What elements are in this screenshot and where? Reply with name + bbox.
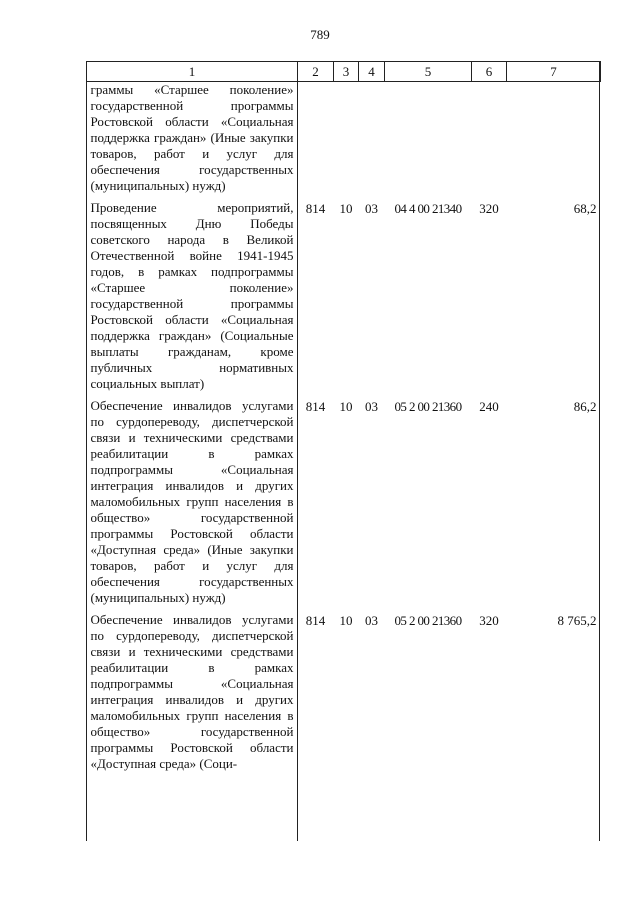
cell-amount [507,82,601,201]
cell-subsection: 03 [365,399,378,414]
budget-table [86,61,601,778]
column-header-3: 3 [334,62,359,82]
cell-admin-code [298,82,334,201]
row-description: Обеспечение инвалидов услугами по сурдопереводу, диспетчерской связи и техническими средствами реабилитации в рамках подпрограммы «Социальная интеграция инвалидов и других маломобильных групп населения в общество» государственной программы Ростовской области «Доступная среда» (Иные закупки товаров, работ и услуг для обеспечения государственных (муниципальных) нужд) [90,398,294,605]
table-header [87,62,601,82]
cell-target-article: 05 2 00 21360 [394,399,462,414]
cell-section: 10 [339,613,353,628]
column-header-4: 4 [359,62,385,82]
cell-subsection: 03 [365,201,378,216]
table-row [87,200,601,398]
cell-expense-type: 320 [479,613,499,628]
cell-section [334,82,359,201]
table-left-border [86,61,87,841]
row-description: граммы «Старшее поколение» государственной программы Ростовской области «Социальная поддержка граждан» (Иные закупки товаров, работ и услуг для обеспечения государственных (муниципальных) нужд) [90,82,294,193]
cell-admin-code: 814 [305,201,326,216]
cell-target-article: 04 4 00 21340 [394,201,462,216]
cell-target-article [385,82,472,201]
column-header-6: 6 [472,62,507,82]
table-column-divider [297,61,298,841]
page-number: 789 [310,27,330,42]
cell-subsection: 03 [365,613,378,628]
column-header-5: 5 [385,62,472,82]
column-header-7: 7 [507,62,601,82]
table-right-border [599,61,600,841]
cell-expense-type: 320 [479,201,499,216]
column-header-2: 2 [298,62,334,82]
cell-subsection [359,82,385,201]
table-row [87,612,601,778]
cell-admin-code: 814 [305,399,326,414]
cell-amount: 86,2 [573,399,597,414]
row-description: Проведение мероприятий, посвященных Дню Победы советского народа в Великой Отечественной войне 1941-1945 годов, в рамках подпрограммы «Старшее поколение» государственной программы Ростовской области «Социальная поддержка граждан» (Социальные выплаты гражданам, кроме публичных нормативных социальных выплат) [90,200,294,391]
cell-target-article: 05 2 00 21360 [394,613,462,628]
row-description: Обеспечение инвалидов услугами по сурдопереводу, диспетчерской связи и техническими средствами реабилитации в рамках подпрограммы «Социальная интеграция инвалидов и других маломобильных групп населения в общество» государственной программы Ростовской области «Доступная среда» (Соци- [90,612,294,771]
cell-amount: 68,2 [573,201,597,216]
cell-section: 10 [339,201,353,216]
table-row [87,82,601,201]
cell-amount: 8 765,2 [557,613,597,628]
column-header-1: 1 [87,62,298,82]
table-row [87,398,601,612]
cell-section: 10 [339,399,353,414]
cell-expense-type [472,82,507,201]
cell-expense-type: 240 [479,399,499,414]
cell-admin-code: 814 [305,613,326,628]
